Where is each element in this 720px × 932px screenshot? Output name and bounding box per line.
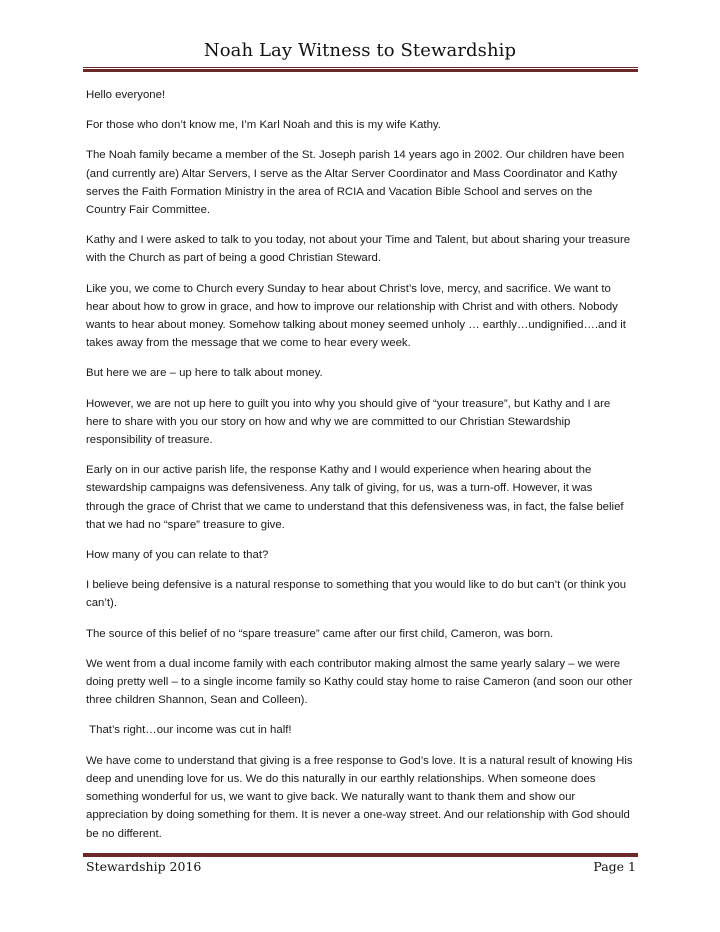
paragraph: How many of you can relate to that?: [86, 549, 269, 562]
paragraph: I believe being defensive is a natural response to something that you would like to do but can’t (or think you can’t).: [86, 579, 627, 610]
footer-label: Stewardship 2016: [86, 859, 202, 874]
paragraph: We went from a dual income family with each contributor making almost the same yearly salary – we were doing pretty well – to a single income family so Kathy could stay home to raise Cameron (and soon our other three children Shannon, Sean and Colleen).: [86, 657, 633, 707]
paragraph: Early on in our active parish life, the response Kathy and I would experience when hearing about the stewardship campaigns was defensiveness. Any talk of giving, for us, was a turn-off. However, it was through the grace of Christ that we came to understand that this defensiveness was, in fact, the false belief that we had no “spare” treasure to give.: [86, 464, 624, 531]
paragraph: Kathy and I were asked to talk to you today, not about your Time and Talent, but about sharing your treasure with the Church as part of being a good Christian Steward.: [86, 234, 631, 265]
paragraph: That’s right…our income was cut in half!: [86, 724, 292, 737]
paragraph: However, we are not up here to guilt you into why you should give of “your treasure”, but Kathy and I are here to share with you our story on how and why we are committed to our Christian Stewardship responsibility of treasure.: [86, 397, 611, 447]
paragraph: The Noah family became a member of the St. Joseph parish 14 years ago in 2002. Our children have been (and currently are) Altar Servers, I serve as the Altar Server Coordinator and Mass Coordinator and Kathy serves the Faith Formation Ministry in the area of RCIA and Vacation Bible School and serves on the Country Fair Committee.: [86, 149, 625, 217]
header-divider: [83, 67, 638, 72]
paragraph: But here we are – up here to talk about money.: [86, 367, 323, 380]
page-number: Page 1: [593, 859, 636, 874]
footer-divider: [83, 852, 638, 857]
paragraph: Like you, we come to Church every Sunday to hear about Christ’s love, mercy, and sacrifice. We want to hear about how to grow in grace, and how to improve our relationship with Christ and with others. Nobody wants to hear about money. Somehow talking about money seemed unholy … earthly…undignified….and it takes away from the message that we come to hear every week.: [86, 282, 626, 350]
paragraph: We have come to understand that giving is a free response to God’s love. It is a natural result of knowing His deep and unending love for us. We do this naturally in our earthly relationships. When someone does something wonderful for us, we want to give back. We naturally want to thank them and show our appreciation by doing something for them. It is never a one-way street. And our relationship with God should be no different.: [86, 754, 633, 840]
page-title: Noah Lay Witness to Stewardship: [203, 40, 517, 61]
paragraph: The source of this belief of no “spare treasure” came after our first child, Cameron, was born.: [86, 627, 554, 640]
paragraph: For those who don’t know me, I’m Karl Noah and this is my wife Kathy.: [86, 119, 441, 132]
paragraph: Hello everyone!: [86, 89, 166, 101]
document-body: [86, 86, 634, 855]
